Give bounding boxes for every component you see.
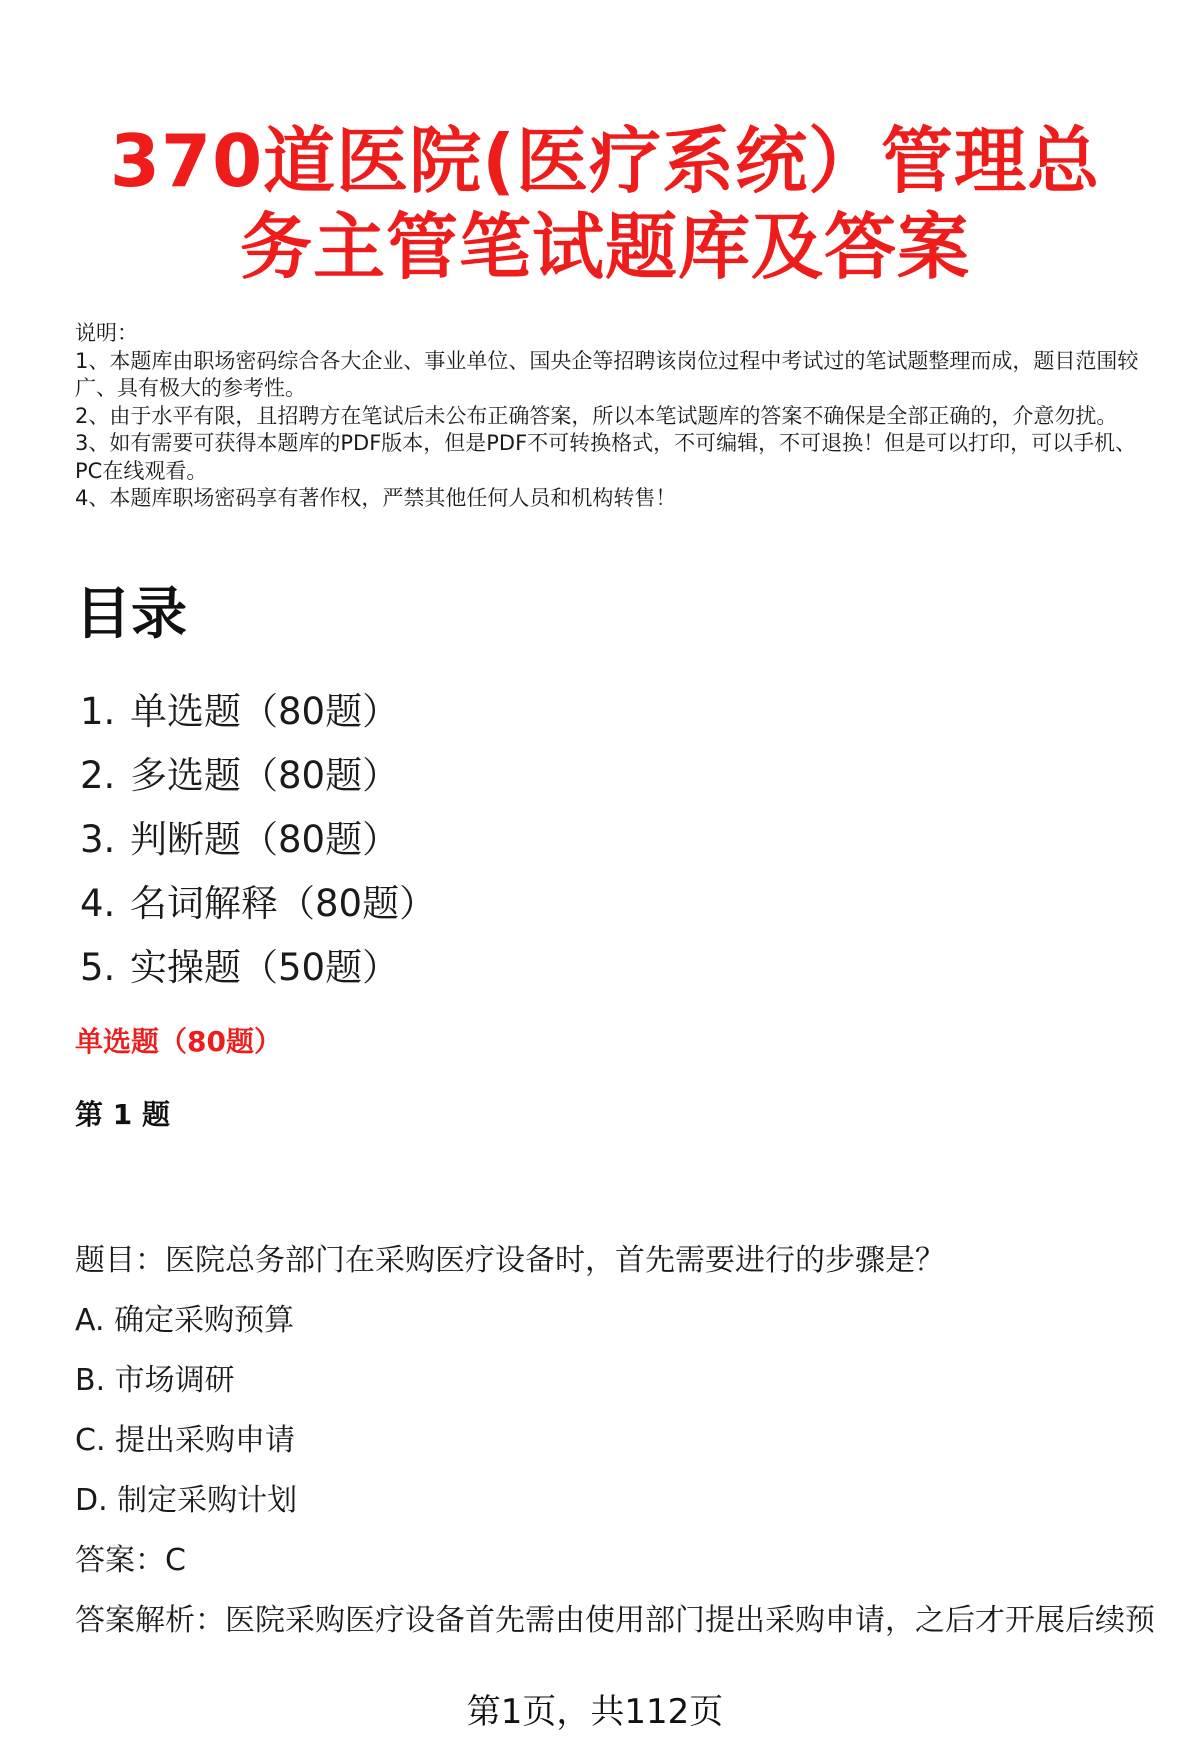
toc-item-number: 1. [80,690,116,733]
toc-item-number: 3. [80,818,116,861]
toc-item-label: 多选题（80题） [130,754,400,797]
toc-item-number: 5. [80,946,116,989]
toc-item[interactable] [80,936,436,1000]
note-item-1: 1、本题库由职场密码综合各大企业、事业单位、国央企等招聘该岗位过程中考试过的笔试题整理而成，题目范围较广、具有极大的参考性。 [75,348,1139,400]
option-c: C. 提出采购申请 [75,1423,296,1458]
toc-item[interactable] [80,744,436,808]
toc-item-number: 2. [80,754,116,797]
page-footer: 第1页，共112页 [466,1692,724,1732]
toc-item[interactable] [80,680,436,744]
toc-item-label: 实操题（50题） [130,946,400,989]
question-number: 第 1 题 [75,1098,170,1131]
toc-item-label: 单选题（80题） [130,690,400,733]
option-d: D. 制定采购计划 [75,1483,298,1518]
question-text: 题目：医院总务部门在采购医疗设备时，首先需要进行的步骤是？ [75,1243,945,1278]
toc-item[interactable] [80,872,436,936]
question-block [75,1240,1155,1660]
toc-heading: 目录 [75,582,187,647]
notes-label: 说明： [75,321,138,345]
toc-item[interactable] [80,808,436,872]
table-of-contents [80,680,436,1000]
toc-item-label: 名词解释（80题） [130,882,437,925]
answer-text: 答案：C [75,1543,186,1578]
answer-explanation: 答案解析：医院采购医疗设备首先需由使用部门提出采购申请，之后才开展后续预 [75,1603,1155,1638]
note-item-4: 4、本题库职场密码享有著作权，严禁其他任何人员和机构转售！ [75,486,677,510]
option-b: B. 市场调研 [75,1363,235,1398]
note-item-3: 3、如有需要可获得本题库的PDF版本，但是PDF不可转换格式，不可编辑，不可退换！但是可以打印，可以手机、PC在线观看。 [75,431,1137,483]
notes-block [75,320,1150,513]
section-heading: 单选题（80题） [75,1025,282,1058]
toc-item-number: 4. [80,882,116,925]
note-item-2: 2、由于水平有限，且招聘方在笔试后未公布正确答案，所以本笔试题库的答案不确保是全部正确的，介意勿扰。 [75,403,1118,428]
toc-item-label: 判断题（80题） [130,818,400,861]
document-title: 370道医院(医疗系统）管理总务主管笔试题库及答案 [109,119,1101,289]
option-a: A. 确定采购预算 [75,1303,295,1338]
